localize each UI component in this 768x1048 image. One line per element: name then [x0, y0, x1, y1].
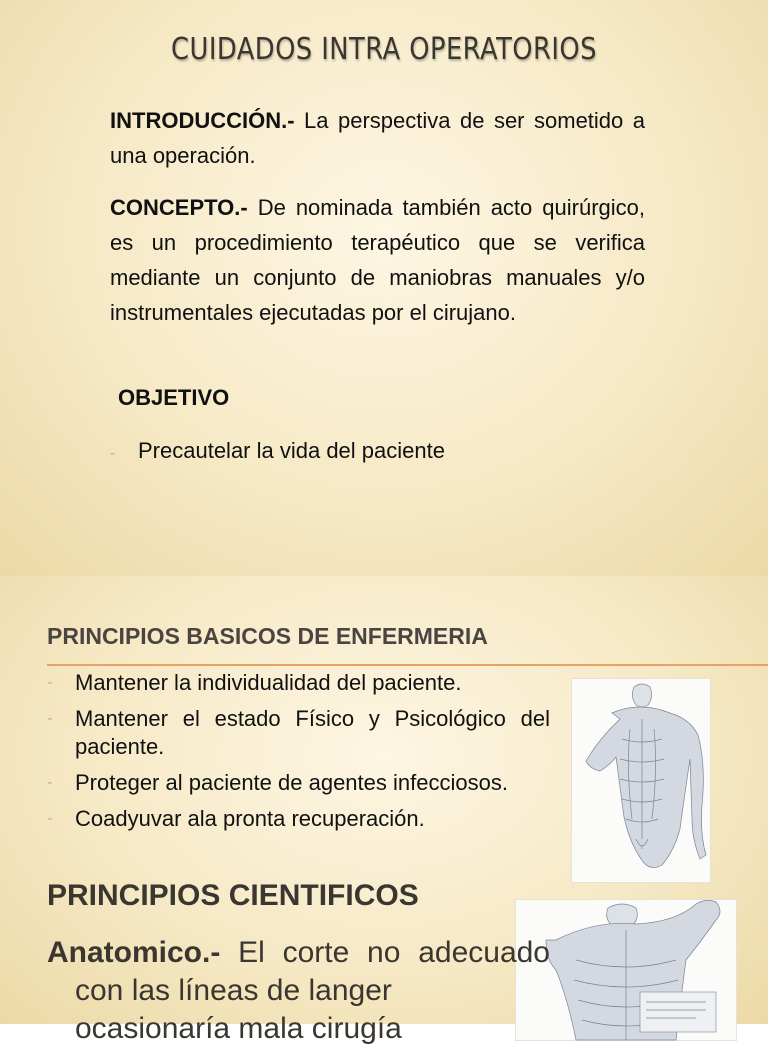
bullet-dash: - — [110, 445, 116, 462]
title-divider — [47, 664, 768, 666]
objective-item — [110, 438, 445, 464]
list-item: - Proteger al paciente de agentes infecciosos. — [47, 769, 550, 797]
list-item: - Coadyuvar ala pronta recuperación. — [47, 805, 550, 833]
anatomic-text-line-3: ocasionaría mala cirugía — [75, 1012, 402, 1045]
anatomy-torso-front-image — [571, 678, 711, 883]
scientific-heading: PRINCIPIOS CIENTIFICOS — [47, 879, 419, 912]
anatomic-text-line-1: El corte no adecuado — [220, 936, 550, 969]
concept-label: CONCEPTO.- — [110, 195, 248, 220]
anatomic-text-line-2: con las líneas de langer — [75, 974, 392, 1007]
torso-front-drawing — [572, 679, 710, 882]
principles-list — [47, 669, 550, 841]
intro-paragraph — [110, 103, 645, 173]
intro-label: INTRODUCCIÓN.- — [110, 108, 295, 133]
slide-title: CUIDADOS INTRA OPERATORIOS — [171, 32, 597, 67]
list-item: - Mantener el estado Físico y Psicológico del paciente. — [47, 705, 550, 761]
objective-item-text: Precautelar la vida del paciente — [138, 438, 445, 463]
objective-heading: OBJETIVO — [118, 385, 230, 410]
anatomic-paragraph — [47, 934, 550, 1048]
slide-2 — [0, 576, 768, 1045]
intro-text: La perspectiva de ser sometido a una operación. — [110, 108, 645, 168]
concept-paragraph — [110, 190, 645, 330]
list-item: - Mantener la individualidad del paciente. — [47, 669, 550, 697]
concept-text: De nominada también acto quirúrgico, es un procedimiento terapéutico que se verifica mediante un conjunto de maniobras manuales y/o instrumentales ejecutadas por el cirujano. — [110, 195, 645, 325]
section-title: PRINCIPIOS BASICOS DE ENFERMERIA — [47, 623, 488, 649]
anatomic-label: Anatomico.- — [47, 936, 221, 969]
